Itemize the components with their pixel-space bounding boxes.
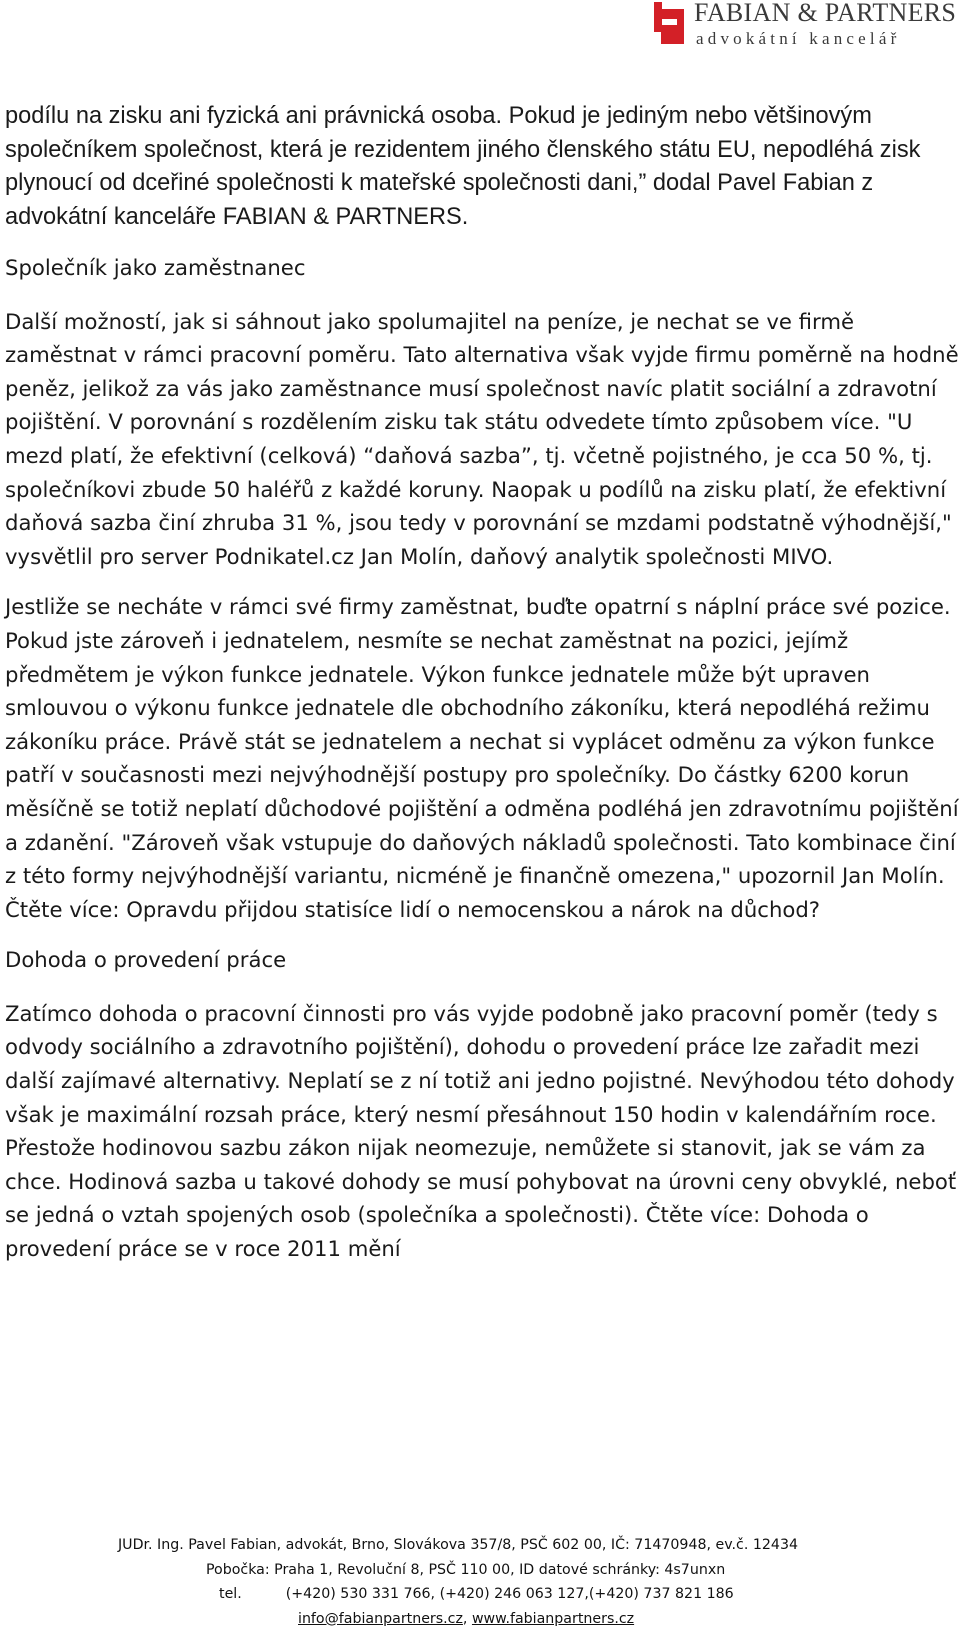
footer-branch: Pobočka: Praha 1, Revoluční 8, PSČ 110 00, ID datové schránky: 4s7unxn [0,1558,960,1583]
footer-phones-row [0,1582,960,1607]
brand-title: FABIAN & PARTNERS [694,0,956,28]
brand-subtitle: advokátní kancelář [696,29,900,49]
fabian-partners-logo-icon [654,2,684,44]
website-link[interactable]: www.fabianpartners.cz [472,1611,634,1627]
paragraph-4: Zatímco dohoda o pracovní činnosti pro vás vyjde podobně jako pracovní poměr (tedy s odvody sociálního a zdravotního pojištění), dohodu o provedení práce lze zařadit mezi další zajímavé alternativy. Neplatí se z ní totiž ani jedno pojistné. Nevýhodou této dohody však je maximální rozsah práce, který nesmí přesáhnout 150 hodin v kalendářním roce. Přestože hodinovou sazbu zákon nijak neomezuje, nemůžete si stanovit, jak se vám za chce. Hodinová sazba u takové dohody se musí pohybovat na úrovni ceny obvyklé, neboť se jedná o vztah spojených osob (společníka a společnosti). Čtěte více: Dohoda o provedení práce se v roce 2011 mění [5,997,960,1266]
section-heading-agreement: Dohoda o provedení práce [5,943,960,977]
paragraph-1: podílu na zisku ani fyzická ani právnická osoba. Pokud je jediným nebo většinovým společníkem společnost, která je rezidentem jiného členského státu EU, nepodléhá zisk plynoucí od dceřiné společnosti k mateřské společnosti dani,” dodal Pavel Fabian z advokátní kanceláře FABIAN & PARTNERS. [5,100,960,234]
footer-address: JUDr. Ing. Pavel Fabian, advokát, Brno, Slovákova 357/8, PSČ 602 00, IČ: 71470948, ev.č. 12434 [0,1533,960,1558]
email-link[interactable]: info@fabianpartners.cz [298,1611,463,1627]
section-heading-employee: Společník jako zaměstnanec [5,251,960,285]
paragraph-2: Další možností, jak si sáhnout jako spolumajitel na peníze, je nechat se ve firmě zaměstnat v rámci pracovní poměru. Tato alternativa však vyjde firmu poměrně na hodně peněz, jelikož za vás jako zaměstnance musí společnost navíc platit sociální a zdravotní pojištění. V porovnání s rozdělením zisku tak státu odvedete tímto způsobem více. "U mezd platí, že efektivní (celková) “daňová sazba”, tj. včetně pojistného, je cca 50 %, tj. společníkovi zbude 50 haléřů z každé koruny. Naopak u podílů na zisku platí, že efektivní daňová sazba činí zhruba 31 %, jsou tedy v porovnání se mzdami podstatně výhodnější," vysvětlil pro server Podnikatel.cz Jan Molín, daňový analytik společnosti MIVO. [5,305,960,574]
footer-phones: (+420) 530 331 766, (+420) 246 063 127,(+420) 737 821 186 [286,1586,734,1602]
paragraph-3: Jestliže se necháte v rámci své firmy zaměstnat, buďte opatrní s náplní práce své pozice. Pokud jste zároveň i jednatelem, nesmíte se nechat zaměstnat na pozici, jejímž předmětem je výkon funkce jednatele. Výkon funkce jednatele může být upraven smlouvou o výkonu funkce jednatele dle obchodního zákoníku, která nepodléhá režimu zákoníku práce. Právě stát se jednatelem a nechat si vyplácet odměnu za výkon funkce patří v současnosti mezi nejvýhodnější postupy pro společníky. Do částky 6200 korun měsíčně se totiž neplatí důchodové pojištění a odměna podléhá jen zdravotnímu pojištění a zdanění. "Zároveň však vstupuje do daňových nákladů společnosti. Tato kombinace činí z této formy nejvýhodnější variantu, nicméně je finančně omezena," upozornil Jan Molín. Čtěte více: Opravdu přijdou statisíce lidí o nemocenskou a nárok na důchod? [5,590,960,926]
article-body [5,100,960,1266]
page-header [654,0,954,50]
footer-phone-label: tel. [219,1586,242,1602]
page-footer [0,1533,960,1631]
footer-contact-row [0,1607,960,1631]
footer-separator: , [463,1611,468,1627]
